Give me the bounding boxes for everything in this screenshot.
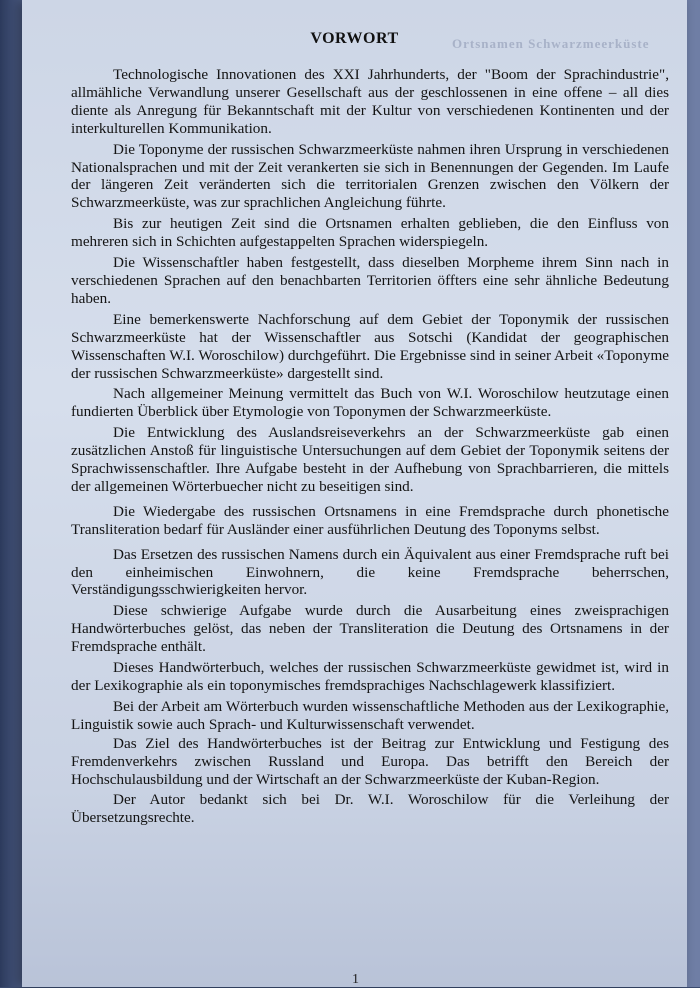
book-page bbox=[22, 0, 687, 987]
paragraph-9: Das Ersetzen des russischen Namens durch ein Äquivalent aus einer Fremdsprache ruft bei den einheimischen Einwohnern, die keine Fremdsprache beherrschen, Verständigungsschwierigkeiten hervor. bbox=[71, 545, 669, 599]
paragraph-13: Das Ziel des Handwörterbuches ist der Beitrag zur Entwicklung und Festigung des Fremdenverkehrs zwischen Russland und Europa. Das betrifft den Bereich der Hochschulausbildung und der Wirtschaft an der Schwarzmeerküste der Kuban-Region. bbox=[71, 734, 669, 788]
page-number: 1 bbox=[352, 972, 359, 987]
paragraph-14: Der Autor bedankt sich bei Dr. W.I. Woroschilow für die Verleihung der Übersetzungsrechte. bbox=[71, 791, 669, 827]
paragraph-4: Die Wissenschaftler haben festgestellt, dass dieselben Morpheme ihrem Sinn nach in verschiedenen Sprachen auf den benachbarten Territorien öffters eine sehr ähnliche Bedeutung haben. bbox=[71, 254, 669, 307]
body-text bbox=[71, 66, 669, 830]
paragraph-1: Technologische Innovationen des XXI Jahrhunderts, der "Boom der Sprachindustrie", allmähliche Verwandlung unserer Gesellschaft aus der geschlossenen in eine offene – all dies diente als Anregung für Bekanntschaft mit der Kultur von verschiedenen Kontinenten und der interkulturellen Kommunikation. bbox=[71, 66, 669, 137]
paragraph-5: Eine bemerkenswerte Nachforschung auf dem Gebiet der Toponymik der russischen Schwarzmeerküste hat der Wissenschaftler aus Sotschi (Kandidat der geographischen Wissenschaften W.I. Woroschilow) durchgeführt. Die Ergebnisse sind in seiner Arbeit «Toponyme der russischen Schwarzmeerküste» dargestellt sind. bbox=[71, 310, 669, 382]
paragraph-10: Diese schwierige Aufgabe wurde durch die Ausarbeitung eines zweisprachigen Handwörterbuches gelöst, das neben der Transliteration die Deutung des Ortsnamens in der Fremdsprache enthält. bbox=[71, 602, 669, 656]
paragraph-2: Die Toponyme der russischen Schwarzmeerküste nahmen ihren Ursprung in verschiedenen Nationalsprachen und mit der Zeit verankerten sie sich in Benennungen der Gegenden. Im Laufe der längeren Zeit veränderten sich die territorialen Grenzen zwischen den Völkern der Schwarzmeerküste, was zur sprachlichen Angleichung führte. bbox=[71, 140, 669, 212]
paragraph-7: Die Entwicklung des Auslandsreiseverkehrs an der Schwarzmeerküste gab einen zusätzlichen Anstoß für linguistische Untersuchungen auf dem Gebiet der Toponymik seitens der Sprachwissenschaftler. Ihre Aufgabe besteht in der Aufhebung von Sprachbarrieren, die mittels der allgemeinen Wörterbuecher nicht zu beseitigen sind. bbox=[71, 424, 669, 495]
paragraph-12: Bei der Arbeit am Wörterbuch wurden wissenschaftliche Methoden aus der Lexikographie, Linguistik sowie auch Sprach- und Kulturwissenschaft verwendet. bbox=[71, 697, 669, 733]
paragraph-6: Nach allgemeiner Meinung vermittelt das Buch von W.I. Woroschilow heutzutage einen fundierten Überblick über Etymologie von Toponymen der Schwarzmeerküste. bbox=[71, 385, 669, 421]
paragraph-3: Bis zur heutigen Zeit sind die Ortsnamen erhalten geblieben, die den Einfluss von mehreren sich in Schichten aufgestappelten Sprachen widerspiegeln. bbox=[71, 215, 669, 251]
paragraph-8: Die Wiedergabe des russischen Ortsnamens in eine Fremdsprache durch phonetische Transliteration bedarf für Ausländer einer ausführlichen Deutung des Toponyms selbst. bbox=[71, 502, 669, 538]
bleed-through-header: Ortsnamen Schwarzmeerküste bbox=[452, 36, 650, 51]
paragraph-11: Dieses Handwörterbuch, welches der russischen Schwarzmeerküste gewidmet ist, wird in der Lexikographie als ein toponymisches fremdsprachiges Nachschlagewerk klassifiziert. bbox=[71, 659, 669, 694]
page-title: VORWORT bbox=[310, 30, 399, 47]
